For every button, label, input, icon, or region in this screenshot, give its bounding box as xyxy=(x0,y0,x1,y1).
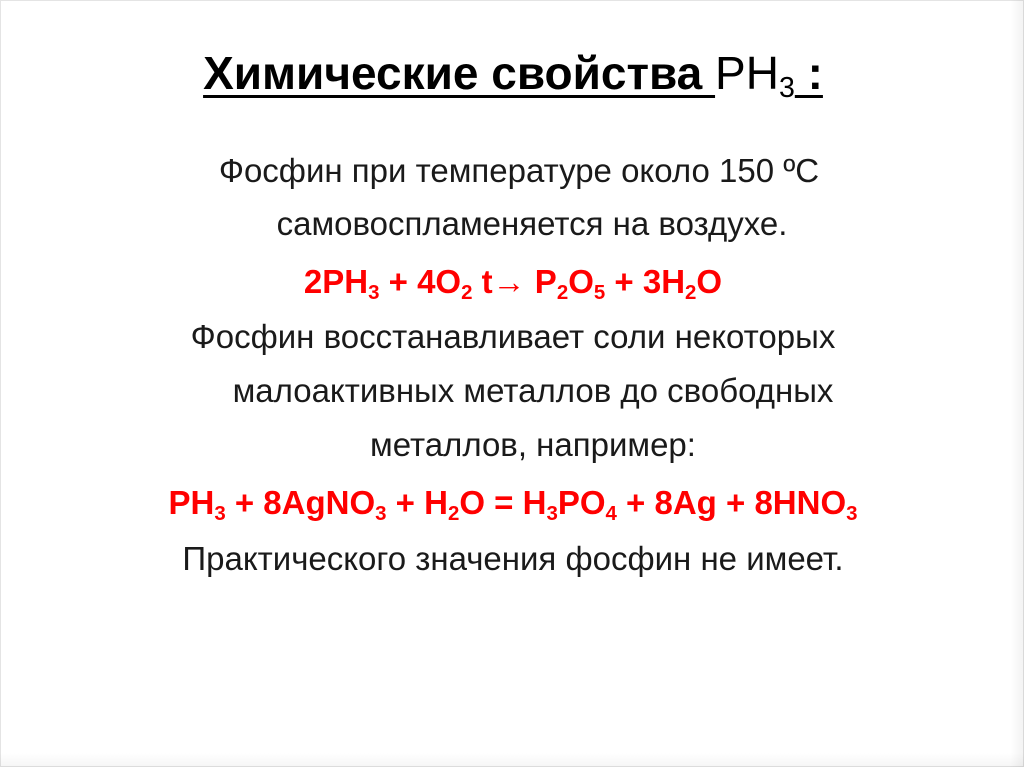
equation-subscript: 2 xyxy=(685,280,697,304)
equation-subscript: 2 xyxy=(461,280,473,304)
title-text: Химические свойства xyxy=(203,47,716,99)
equation-combustion xyxy=(1,262,1024,302)
equation-text: + 4O xyxy=(379,263,462,300)
equation-text: 2PH xyxy=(303,263,369,300)
title-formula xyxy=(715,47,795,104)
equation-text: + 3H xyxy=(605,263,686,300)
equation-subscript: 2 xyxy=(556,280,569,304)
equation-subscript: 3 xyxy=(546,501,558,525)
equation-subscript: 2 xyxy=(447,501,460,525)
equation-subscript: 4 xyxy=(605,501,617,525)
equation-subscript: 3 xyxy=(368,280,380,304)
equation-subscript: 3 xyxy=(214,501,226,525)
equation-text: O xyxy=(696,263,723,300)
title-formula-base: PH xyxy=(715,47,779,99)
slide-shadow-right xyxy=(1010,0,1024,767)
equation-text: + 8Ag + 8HNO xyxy=(616,484,847,521)
equation-text: + 8AgNO xyxy=(225,484,376,521)
equation-subscript: 3 xyxy=(375,501,387,525)
equation-text: O = H xyxy=(459,484,547,521)
text-line-3: Фосфин восстанавливает соли некоторых xyxy=(190,318,836,355)
equation-silver-nitrate xyxy=(1,483,1024,523)
text-line-1: Фосфин при температуре около 150 ºС xyxy=(218,152,820,189)
equation-subscript: 5 xyxy=(593,280,606,304)
slide-shadow-bottom xyxy=(0,753,1024,767)
equation-text: O xyxy=(568,263,594,300)
text-line-4: малоактивных металлов до свободных xyxy=(232,372,834,409)
text-line-6: Практического значения фосфин не имеет. xyxy=(182,540,844,577)
equation-text: PO xyxy=(557,484,606,521)
text-line-5: металлов, например: xyxy=(370,426,696,463)
text-line-2: самовоспламеняется на воздухе. xyxy=(276,205,788,242)
equation-text: PH xyxy=(168,484,215,521)
equation-text: t→ P xyxy=(472,263,557,300)
equation-subscript: 3 xyxy=(846,501,858,525)
title-colon: : xyxy=(794,47,823,99)
equation-text: + H xyxy=(386,484,448,521)
slide-title xyxy=(1,45,1024,104)
title-formula-sub: 3 xyxy=(778,71,795,104)
